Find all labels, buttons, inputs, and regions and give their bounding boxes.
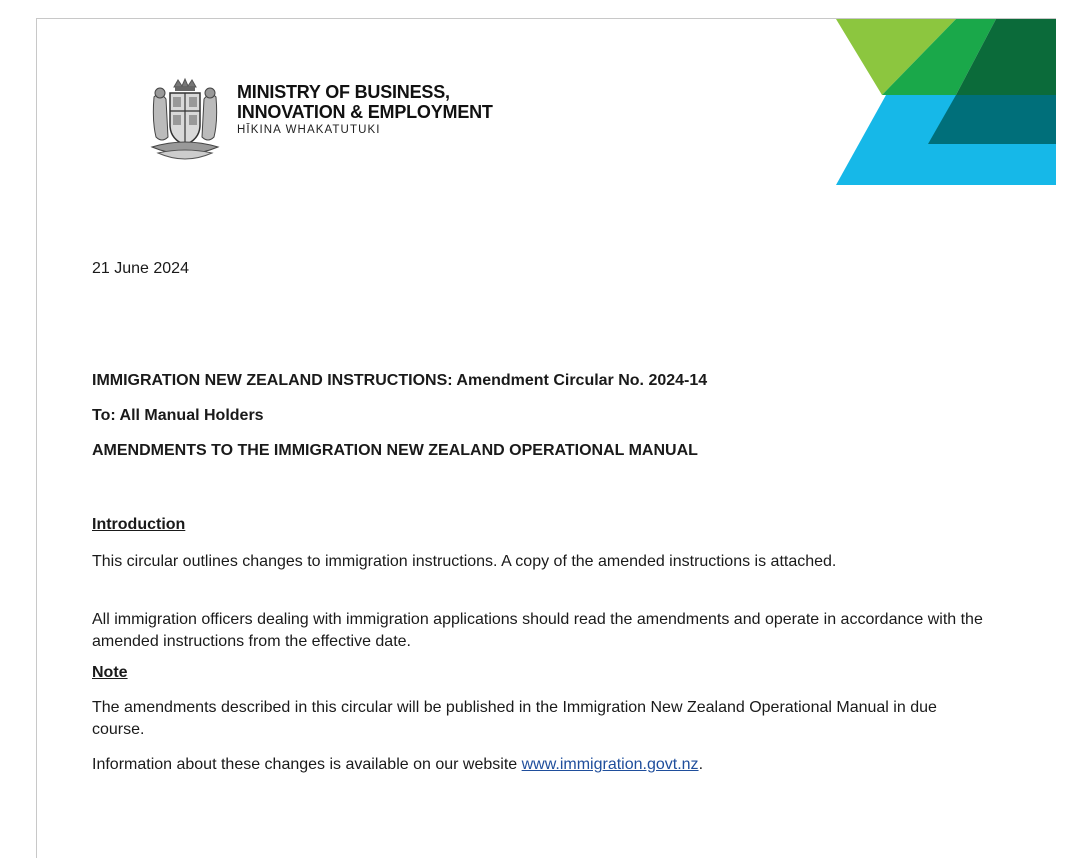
mbie-corner-graphic <box>836 19 1056 185</box>
note-paragraph-1: The amendments described in this circular will be published in the Immigration New Zealand Operational Manual in due course. <box>92 699 937 738</box>
organisation-name <box>237 82 493 136</box>
note-paragraph-2-suffix: . <box>698 756 704 773</box>
org-subtitle: HĪKINA WHAKATUTUKI <box>237 124 381 136</box>
note-heading: Note <box>92 664 128 681</box>
circular-title: IMMIGRATION NEW ZEALAND INSTRUCTIONS: Amendment Circular No. 2024-14 <box>92 372 708 389</box>
immigration-website-link[interactable]: www.immigration.govt.nz <box>521 756 699 773</box>
document-date: 21 June 2024 <box>92 260 189 277</box>
note-paragraph-2 <box>92 754 992 776</box>
introduction-paragraph-2: All immigration officers dealing with immigration applications should read the amendments and operate in accordance with the amended instructions from the effective date. <box>92 611 983 650</box>
org-name-line2: INNOVATION & EMPLOYMENT <box>237 102 493 122</box>
nz-coat-of-arms-icon <box>144 77 226 167</box>
recipient-line: To: All Manual Holders <box>92 407 264 424</box>
org-name-line1: MINISTRY OF BUSINESS, <box>237 82 450 102</box>
note-paragraph-2-text: Information about these changes is available on our website <box>92 756 522 773</box>
introduction-heading: Introduction <box>92 516 186 533</box>
circular-subject: AMENDMENTS TO THE IMMIGRATION NEW ZEALAND OPERATIONAL MANUAL <box>92 442 698 459</box>
document-page <box>36 18 1056 858</box>
introduction-paragraph-1: This circular outlines changes to immigration instructions. A copy of the amended instructions is attached. <box>92 553 837 570</box>
